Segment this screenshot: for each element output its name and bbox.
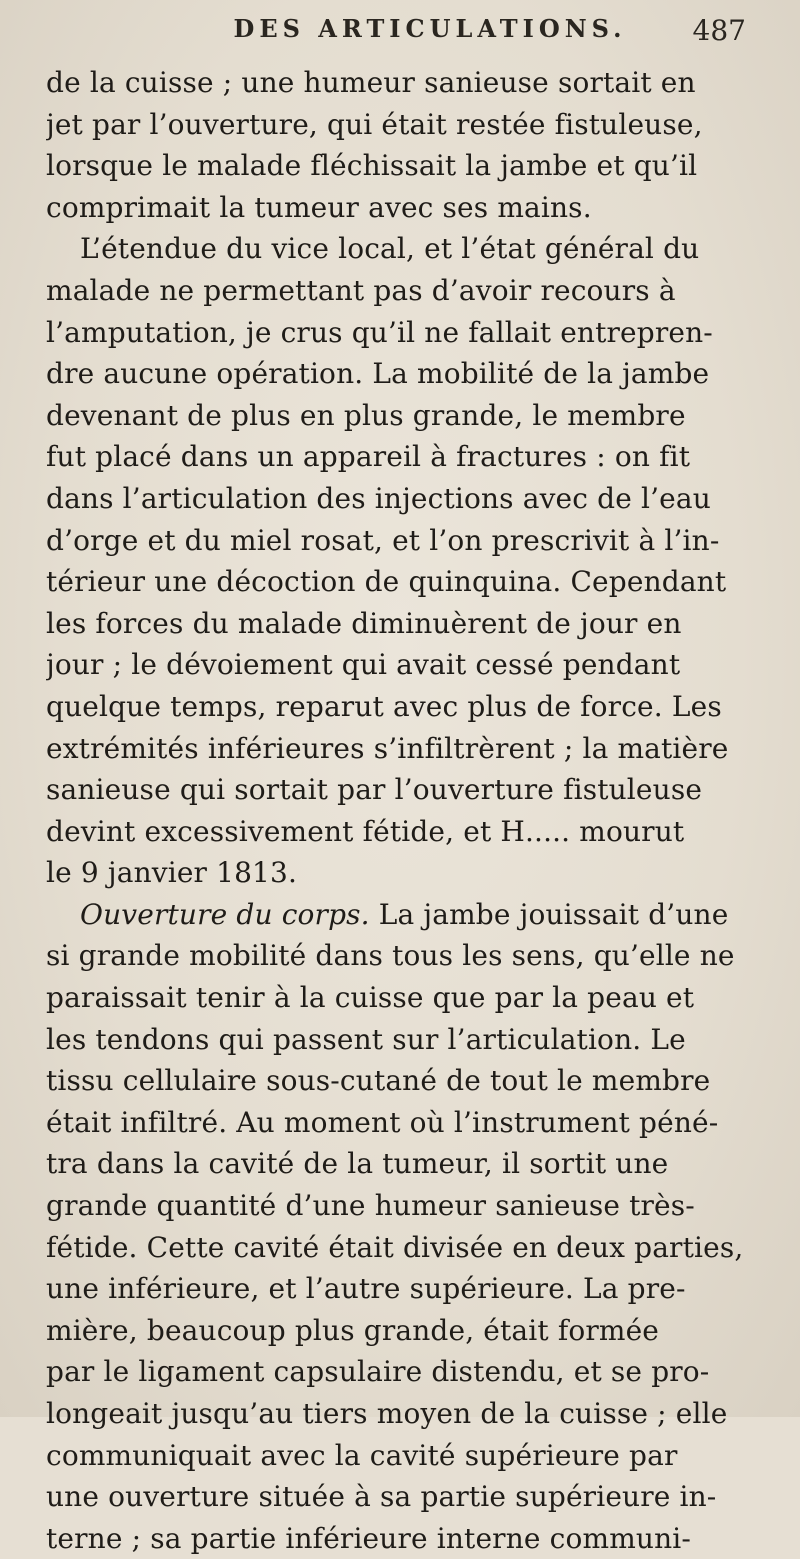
text-line xyxy=(46,561,764,603)
text-line-content: lorsque le malade fléchissait la jambe et qu’il xyxy=(46,149,698,183)
text-line-content: l’amputation, je crus qu’il ne fallait entrepren- xyxy=(46,315,713,349)
text-line xyxy=(46,62,764,104)
page-number: 487 xyxy=(692,14,746,47)
text-line xyxy=(46,1060,764,1102)
running-head-title: DES ARTICULATIONS. xyxy=(233,14,627,43)
text-line xyxy=(46,478,764,520)
text-line-content: L’étendue du vice local, et l’état général du xyxy=(80,232,700,266)
text-line-content: longeait jusqu’au tiers moyen de la cuisse ; elle xyxy=(46,1397,728,1430)
text-line-content: devint excessivement fétide, et H..... mourut xyxy=(46,814,685,848)
text-line-content: si grande mobilité dans tous les sens, qu’elle ne xyxy=(46,939,735,973)
text-line xyxy=(46,104,764,146)
text-line-content: comprimait la tumeur avec ses mains. xyxy=(46,190,592,224)
text-line xyxy=(46,852,764,894)
text-line-content: d’orge et du miel rosat, et l’on prescrivit à l’in- xyxy=(46,523,720,557)
text-line xyxy=(46,603,764,645)
text-line xyxy=(46,1310,764,1352)
text-line-content: sanieuse qui sortait par l’ouverture fistuleuse xyxy=(46,773,703,807)
text-line xyxy=(46,644,764,686)
text-line-content: fétide. Cette cavité était divisée en deux parties, xyxy=(46,1230,744,1264)
text-line xyxy=(46,1518,764,1559)
text-line-content: La jambe jouissait d’une xyxy=(369,897,729,931)
text-line-content: devenant de plus en plus grande, le membre xyxy=(46,398,686,432)
text-line xyxy=(46,1102,764,1144)
text-line-content: était infiltré. Au moment où l’instrument péné- xyxy=(46,1105,719,1139)
text-line-content: le 9 janvier 1813. xyxy=(46,856,298,890)
text-line-content: malade ne permettant pas d’avoir recours à xyxy=(46,273,676,307)
text-line xyxy=(46,1476,764,1518)
text-line-content: tra dans la cavité de la tumeur, il sortit une xyxy=(46,1147,669,1181)
text-line-content: tissu cellulaire sous-cutané de tout le membre xyxy=(46,1064,711,1098)
text-line-content: dre aucune opération. La mobilité de la jambe xyxy=(46,357,710,391)
text-line xyxy=(46,1393,764,1435)
text-line xyxy=(46,1351,764,1393)
text-line xyxy=(46,520,764,562)
section-heading-italic: Ouverture du corps. xyxy=(80,897,370,931)
text-line xyxy=(46,811,764,853)
text-line-content: quelque temps, reparut avec plus de force. Les xyxy=(46,689,722,723)
text-line-content: fut placé dans un appareil à fractures : on fit xyxy=(46,440,691,474)
running-head xyxy=(46,14,764,60)
text-line xyxy=(46,935,764,977)
text-line-content: dans l’articulation des injections avec de l’eau xyxy=(46,481,711,515)
text-line xyxy=(46,1019,764,1061)
body-text xyxy=(46,62,764,1559)
text-line xyxy=(46,1227,764,1269)
text-line xyxy=(46,1435,764,1477)
text-line xyxy=(46,145,764,187)
text-line xyxy=(46,353,764,395)
text-line-content: térieur une décoction de quinquina. Cependant xyxy=(46,565,727,599)
text-line xyxy=(46,395,764,437)
text-line xyxy=(46,270,764,312)
text-line-content: grande quantité d’une humeur sanieuse très- xyxy=(46,1189,695,1223)
text-line xyxy=(46,769,764,811)
text-line-content: communiquait avec la cavité supérieure par xyxy=(46,1438,678,1472)
text-line xyxy=(46,1143,764,1185)
text-line-content: mière, beaucoup plus grande, était formée xyxy=(46,1313,660,1347)
text-line xyxy=(46,894,764,936)
text-line xyxy=(46,686,764,728)
text-line xyxy=(46,436,764,478)
text-line-content: jet par l’ouverture, qui était restée fistuleuse, xyxy=(46,107,703,141)
text-line xyxy=(46,977,764,1019)
text-line xyxy=(46,228,764,270)
text-line-content: jour ; le dévoiement qui avait cessé pendant xyxy=(46,648,681,682)
text-line-content: une ouverture située à sa partie supérieure in- xyxy=(46,1480,717,1514)
text-line xyxy=(46,1268,764,1310)
text-line-content: paraissait tenir à la cuisse que par la peau et xyxy=(46,981,695,1015)
text-line-content: les tendons qui passent sur l’articulation. Le xyxy=(46,1022,686,1056)
text-line-content: terne ; sa partie inférieure interne communi- xyxy=(46,1521,691,1555)
text-line-content: une inférieure, et l’autre supérieure. La pre- xyxy=(46,1272,686,1306)
text-line xyxy=(46,728,764,770)
text-line-content: les forces du malade diminuèrent de jour en xyxy=(46,606,682,640)
text-line xyxy=(46,312,764,354)
text-line-content: par le ligament capsulaire distendu, et se pro- xyxy=(46,1355,710,1389)
text-line-content: extrémités inférieures s’infiltrèrent ; la matière xyxy=(46,731,729,765)
text-line xyxy=(46,1185,764,1227)
text-line xyxy=(46,187,764,229)
text-line-content: de la cuisse ; une humeur sanieuse sortait en xyxy=(46,66,696,99)
